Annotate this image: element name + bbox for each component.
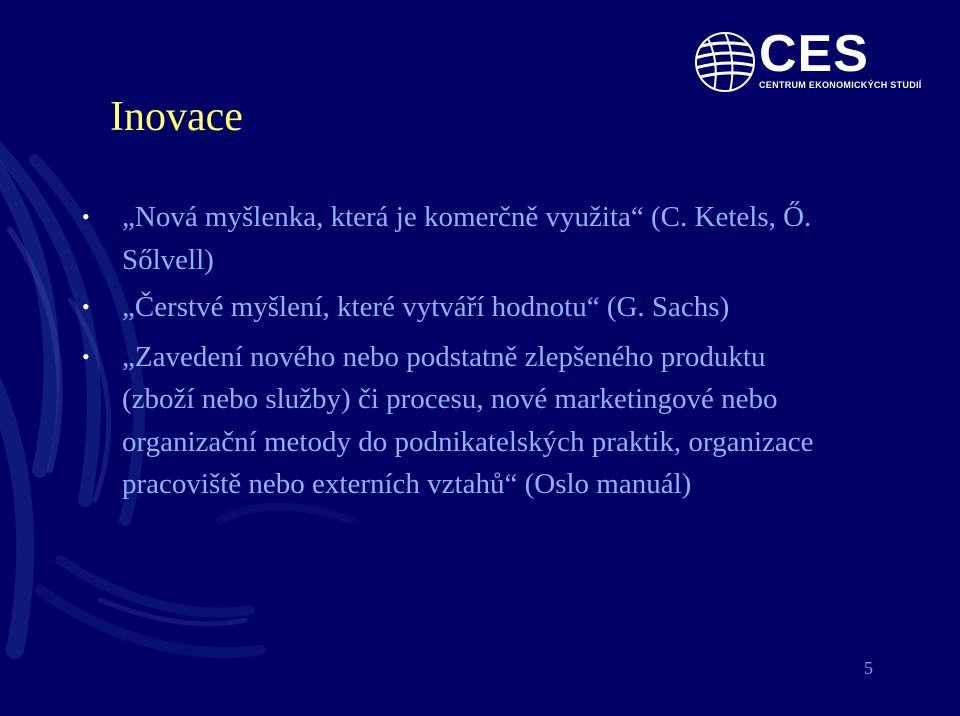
bullet-list	[82, 196, 842, 511]
globe-logo-icon	[693, 30, 757, 94]
bullet-text: „Zavedení nového nebo podstatně zlepšeného produktu (zboží nebo služby) či procesu, nové marketingové nebo organizační metody do podnikatelských praktik, organizace pracoviště nebo externích vztahů“ (Oslo manuál)	[122, 340, 814, 500]
logo-subtitle: CENTRUM EKONOMICKÝCH STUDIÍ	[759, 80, 922, 90]
bullet-dot-icon: •	[82, 343, 90, 369]
ces-logo	[693, 25, 922, 98]
bullet-item	[82, 286, 842, 329]
slide-title: Inovace	[110, 94, 243, 140]
logo-wordmark: CES	[759, 25, 869, 83]
bullet-dot-icon: •	[82, 204, 90, 229]
page-number: 5	[864, 658, 873, 678]
bullet-item	[82, 196, 842, 281]
bullet-item	[82, 336, 842, 506]
bullet-text: „Čerstvé myšlení, které vytváří hodnotu“ (G. Sachs)	[122, 291, 730, 323]
bullet-text: „Nová myšlenka, která je komerčně využita“ (C. Ketels, Ő. Sőlvell)	[122, 201, 812, 276]
bullet-dot-icon: •	[82, 294, 90, 319]
